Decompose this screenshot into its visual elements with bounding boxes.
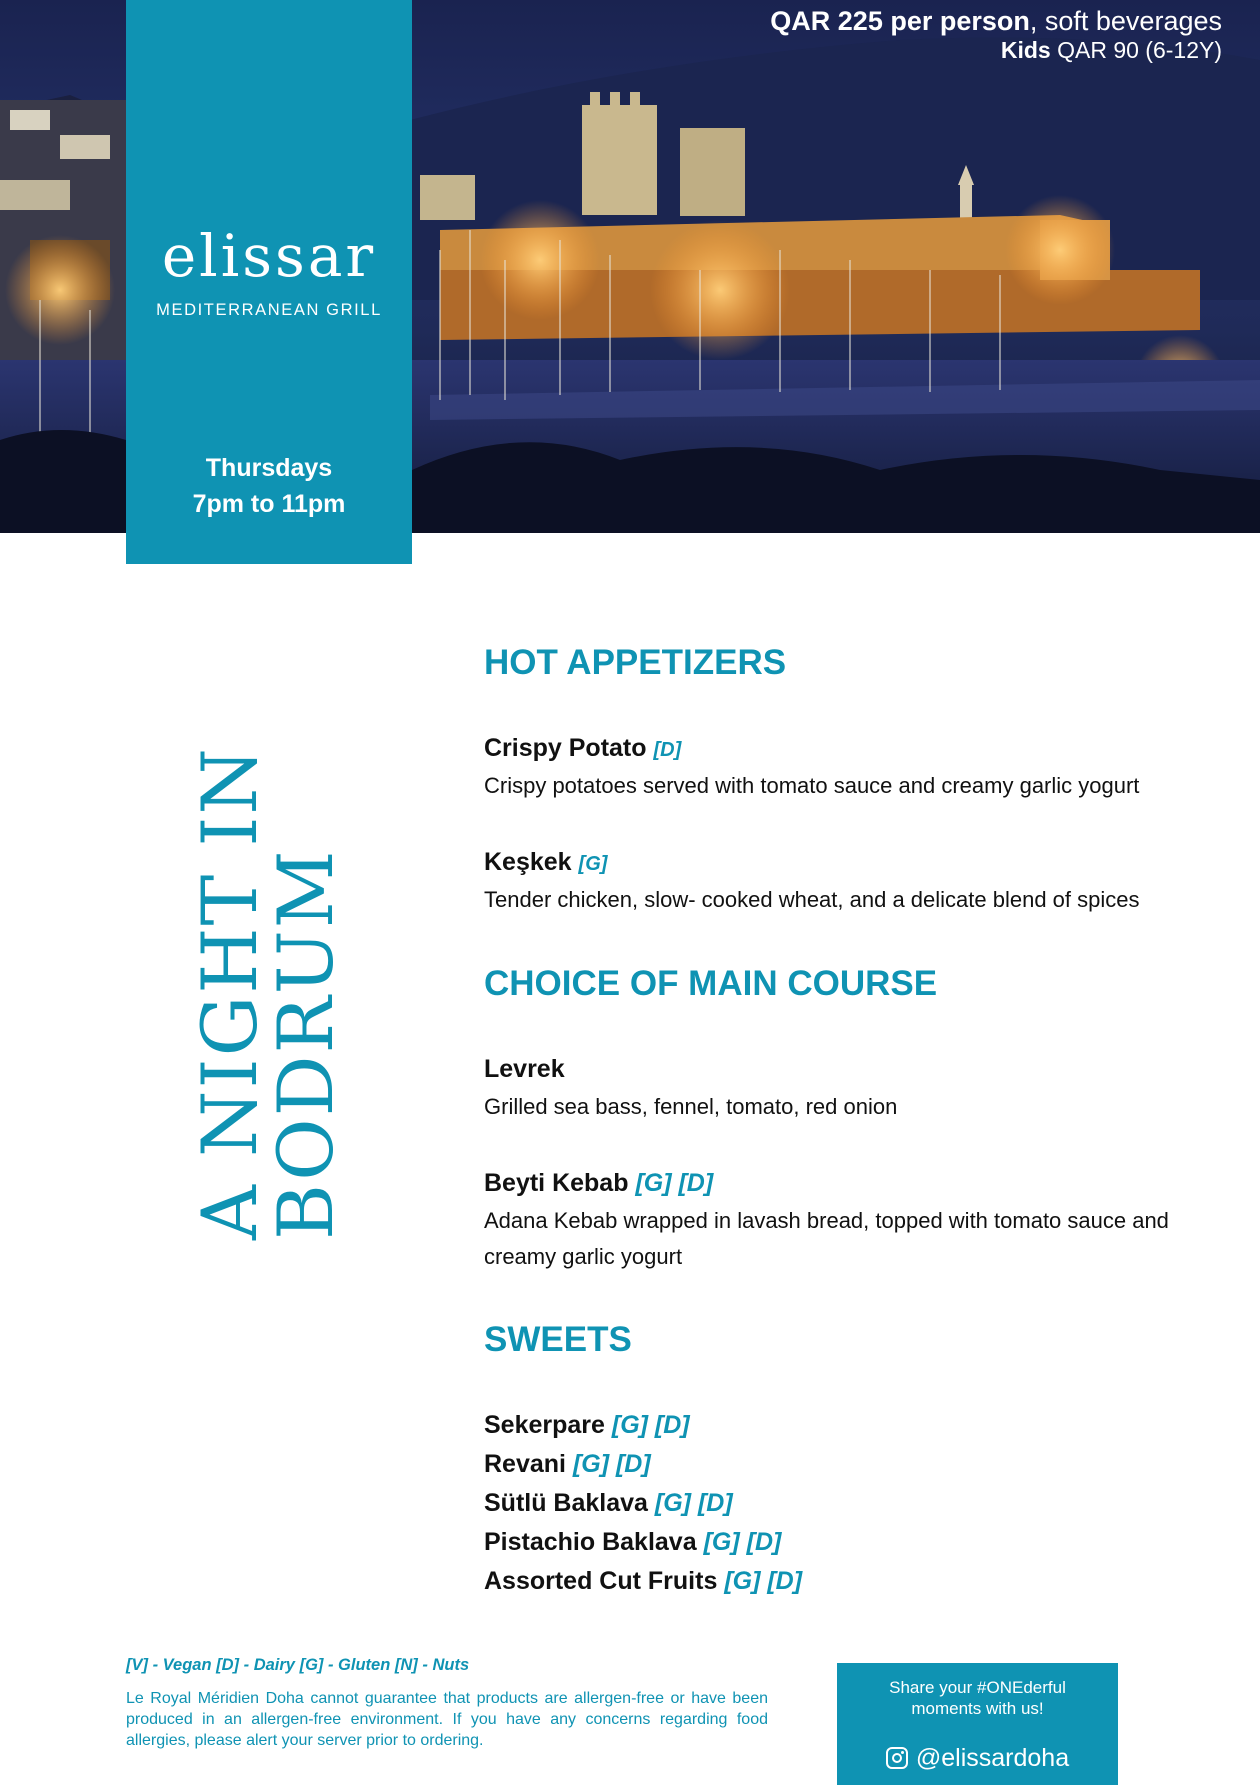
section-main-course-title: CHOICE OF MAIN COURSE — [484, 964, 938, 1003]
social-share-box[interactable] — [837, 1663, 1118, 1785]
menu-item-name — [484, 1054, 565, 1084]
item-title: Sekerpare — [484, 1411, 605, 1439]
allergen-tags: [D] — [653, 739, 682, 761]
item-title: Sütlü Baklava — [484, 1489, 648, 1517]
allergen-tags: [G] [D] — [724, 1567, 803, 1595]
instagram-icon — [886, 1747, 908, 1769]
kids-price: QAR 90 (6-12Y) — [1050, 37, 1222, 63]
menu-item-name — [484, 847, 607, 879]
allergen-legend: [V] - Vegan [D] - Dairy [G] - Gluten [N] - Nuts — [126, 1656, 470, 1674]
price-info — [770, 6, 1222, 64]
item-title: Levrek — [484, 1055, 565, 1083]
adult-price-line — [770, 6, 1222, 36]
menu-item-name — [484, 1449, 651, 1479]
allergen-tags: [G] — [578, 853, 608, 875]
allergen-tags: [G] [D] — [572, 1450, 651, 1478]
event-title-line2: BODRUM — [261, 848, 350, 1240]
share-text — [837, 1677, 1118, 1719]
item-title: Assorted Cut Fruits — [484, 1567, 718, 1595]
event-title — [185, 640, 350, 1240]
event-title-line1: A NIGHT IN — [185, 746, 274, 1240]
menu-item-name — [484, 1527, 781, 1557]
share-line1: Share your #ONEderful — [889, 1678, 1066, 1697]
kids-label: Kids — [1000, 37, 1051, 63]
schedule-time: 7pm to 11pm — [192, 490, 346, 518]
schedule-day: Thursdays — [205, 454, 333, 482]
item-title: Beyti Kebab — [484, 1169, 629, 1197]
allergen-tags: [G] [D] — [635, 1169, 714, 1197]
item-title: Pistachio Baklava — [484, 1528, 697, 1556]
instagram-handle: @elissardoha — [915, 1744, 1070, 1772]
item-title: Revani — [484, 1450, 566, 1478]
logo-subtitle: MEDITERRANEAN GRILL — [156, 301, 382, 319]
allergen-tags: [G] [D] — [611, 1411, 690, 1439]
kids-price-line — [770, 36, 1222, 64]
adult-price: QAR 225 per person — [770, 6, 1030, 36]
menu-item-description: Grilled sea bass, fennel, tomato, red onion — [484, 1094, 898, 1119]
instagram-handle-link[interactable] — [837, 1743, 1118, 1773]
menu-item-name — [484, 1488, 733, 1518]
menu-item-name — [484, 1566, 802, 1596]
schedule — [126, 450, 412, 522]
brand-panel — [126, 0, 412, 564]
menu-item-name — [484, 1410, 690, 1440]
menu-item-name — [484, 1168, 713, 1198]
beverages-note: , soft beverages — [1029, 6, 1222, 36]
menu-item-description: Adana Kebab wrapped in lavash bread, topped with tomato sauce and creamy garlic yogurt — [484, 1208, 1169, 1269]
allergen-tags: [G] [D] — [654, 1489, 733, 1517]
menu-item-description: Crispy potatoes served with tomato sauce and creamy garlic yogurt — [484, 773, 1140, 798]
share-line2: moments with us! — [911, 1699, 1044, 1718]
elissar-logo: elissar — [161, 222, 377, 290]
menu-item-name — [484, 733, 681, 765]
section-hot-appetizers-title: HOT APPETIZERS — [484, 643, 787, 682]
item-title: Keşkek — [484, 848, 572, 876]
menu-item-description: Tender chicken, slow- cooked wheat, and a delicate blend of spices — [484, 887, 1140, 912]
allergen-tags: [G] [D] — [703, 1528, 782, 1556]
allergen-disclaimer: Le Royal Méridien Doha cannot guarantee that products are allergen-free or have been produced in an allergen-free environment. If you have any concerns regarding food allergies, please alert your server prior to ordering. — [126, 1690, 768, 1749]
section-sweets-title: SWEETS — [484, 1320, 632, 1359]
item-title: Crispy Potato — [484, 734, 647, 762]
